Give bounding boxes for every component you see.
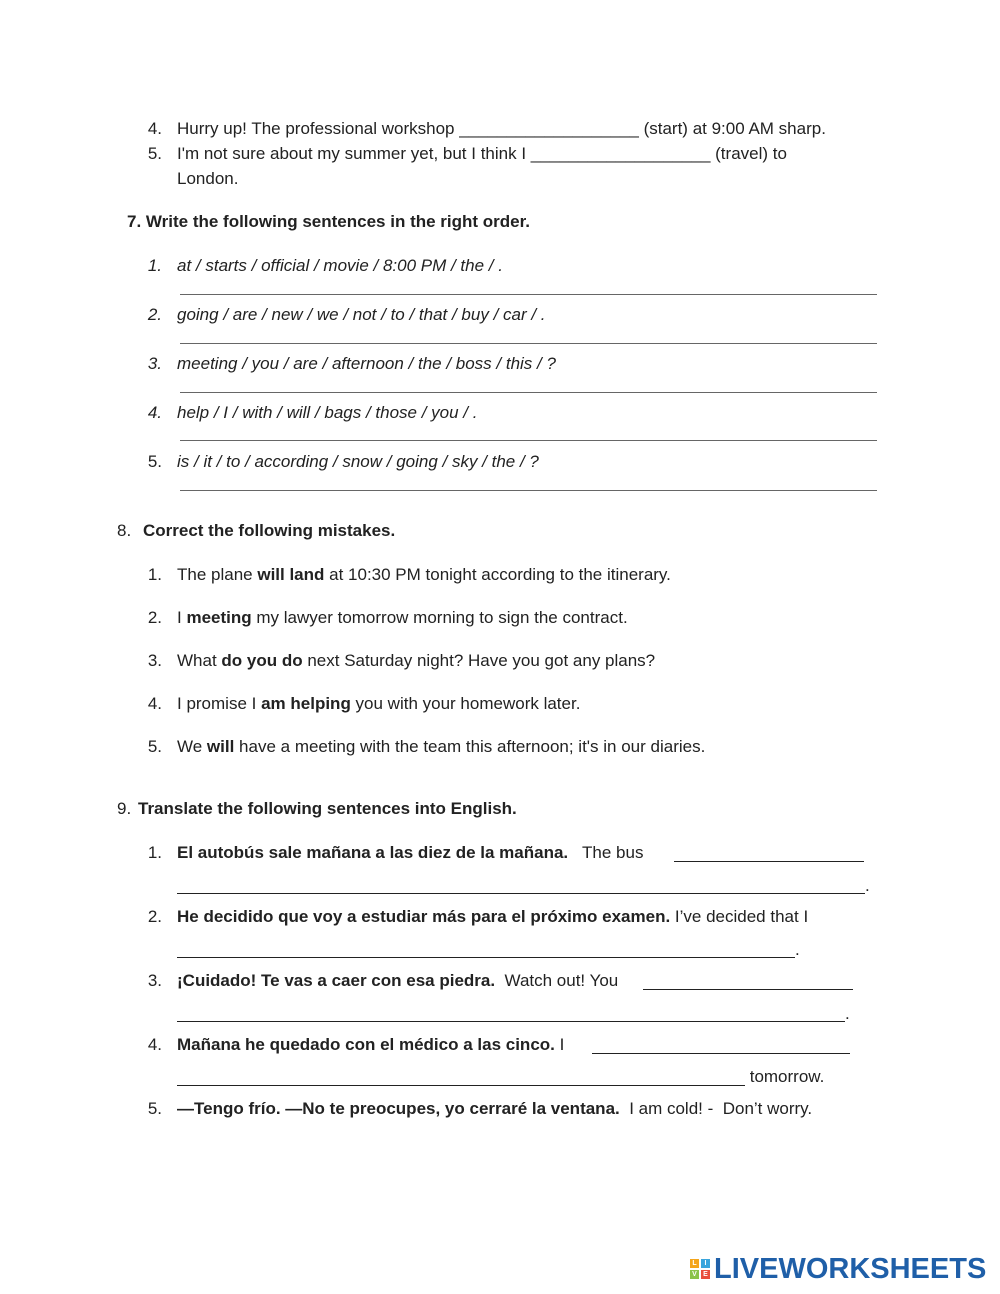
item-number: 3. <box>147 651 162 670</box>
spanish-sentence: ¡Cuidado! Te vas a caer con esa piedra. <box>177 971 496 990</box>
section-9-title: Translate the following sentences into English. <box>138 799 517 818</box>
logo-block: I <box>701 1259 710 1268</box>
answer-line[interactable] <box>674 861 864 862</box>
item-number: 4. <box>147 119 162 138</box>
sentence-text: What do you do next Saturday night? Have you got any plans? <box>177 651 656 670</box>
sentence-text <box>177 1099 812 1119</box>
sentence-text: I meeting my lawyer tomorrow morning to sign the contract. <box>177 608 628 627</box>
english-start: Watch out! You <box>495 971 619 990</box>
item-number: 4. <box>147 403 162 422</box>
logo-text: LIVEWORKSHEETS <box>714 1252 987 1285</box>
answer-line[interactable] <box>180 440 877 441</box>
sentence-text: I'm not sure about my summer yet, but I think I ___________________ (travel) to <box>177 144 787 163</box>
logo-mark <box>690 1259 710 1279</box>
sentence-text <box>177 971 618 991</box>
english-start: I <box>554 1035 570 1054</box>
scrambled-words: is / it / to / according / snow / going / sky / the / ? <box>177 452 539 471</box>
line-end: . <box>865 876 870 895</box>
english-start: The bus <box>568 843 644 862</box>
answer-line[interactable] <box>592 1053 850 1054</box>
answer-line[interactable] <box>180 392 877 393</box>
item-number: 4. <box>147 694 162 713</box>
item-number: 3. <box>147 354 162 373</box>
item-number: 2. <box>147 907 162 926</box>
liveworksheets-logo <box>690 1254 986 1284</box>
logo-block: V <box>690 1270 699 1279</box>
item-number: 4. <box>147 1035 162 1054</box>
scrambled-words: at / starts / official / movie / 8:00 PM / the / . <box>177 256 503 275</box>
sentence-text <box>177 843 643 863</box>
answer-line[interactable] <box>180 343 877 344</box>
spanish-sentence: Mañana he quedado con el médico a las cinco. <box>177 1035 555 1054</box>
mistake-highlight: will <box>206 737 235 756</box>
sentence-text: We will have a meeting with the team this afternoon; it's in our diaries. <box>177 737 706 756</box>
item-number: 5. <box>147 452 162 471</box>
answer-line[interactable] <box>177 1021 845 1022</box>
line-end: . <box>795 940 800 959</box>
item-number: 1. <box>147 256 162 275</box>
answer-line[interactable] <box>177 1085 745 1086</box>
logo-block: E <box>701 1270 710 1279</box>
item-number: 5. <box>147 144 162 163</box>
mistake-highlight: am helping <box>261 694 351 713</box>
answer-line[interactable] <box>180 294 877 295</box>
section-8-title: Correct the following mistakes. <box>143 521 396 540</box>
line-end: . <box>845 1004 850 1023</box>
mistake-highlight: will land <box>257 565 325 584</box>
spanish-sentence: —Tengo frío. —No te preocupes, yo cerraré la ventana. <box>177 1099 620 1118</box>
sentence-text <box>177 907 808 927</box>
english-start: I am cold! - Don’t worry. <box>619 1099 813 1118</box>
answer-line[interactable] <box>180 490 877 491</box>
spanish-sentence: El autobús sale mañana a las diez de la mañana. <box>177 843 569 862</box>
mistake-highlight: do you do <box>221 651 303 670</box>
section-number: 8. <box>117 521 132 540</box>
item-number: 1. <box>147 843 162 862</box>
answer-blank[interactable]: ___________________ <box>530 144 711 163</box>
scrambled-words: help / I / with / will / bags / those / you / . <box>177 403 478 422</box>
sentence-text <box>177 1035 569 1055</box>
section-number: 9. <box>117 799 132 818</box>
scrambled-words: going / are / new / we / not / to / that / buy / car / . <box>177 305 546 324</box>
answer-line[interactable] <box>177 893 865 894</box>
sentence-text: Hurry up! The professional workshop ___________________ (start) at 9:00 AM sharp. <box>177 119 826 138</box>
mistake-highlight: meeting <box>186 608 252 627</box>
item-number: 5. <box>147 737 162 756</box>
sentence-text: The plane will land at 10:30 PM tonight according to the itinerary. <box>177 565 671 584</box>
item-number: 3. <box>147 971 162 990</box>
answer-line[interactable] <box>643 989 853 990</box>
sentence-continuation: London. <box>177 169 239 188</box>
english-start: I’ve decided that I <box>670 907 809 926</box>
answer-blank[interactable]: ___________________ <box>459 119 639 138</box>
logo-block: L <box>690 1259 699 1268</box>
scrambled-words: meeting / you / are / afternoon / the / boss / this / ? <box>177 354 556 373</box>
line-end: tomorrow. <box>745 1067 825 1086</box>
item-number: 2. <box>147 305 162 324</box>
spanish-sentence: He decidido que voy a estudiar más para el próximo examen. <box>177 907 671 926</box>
sentence-text: I promise I am helping you with your homework later. <box>177 694 581 713</box>
item-number: 5. <box>147 1099 162 1118</box>
item-number: 1. <box>147 565 162 584</box>
section-7-title: 7. Write the following sentences in the right order. <box>127 212 531 231</box>
answer-line[interactable] <box>177 957 795 958</box>
item-number: 2. <box>147 608 162 627</box>
